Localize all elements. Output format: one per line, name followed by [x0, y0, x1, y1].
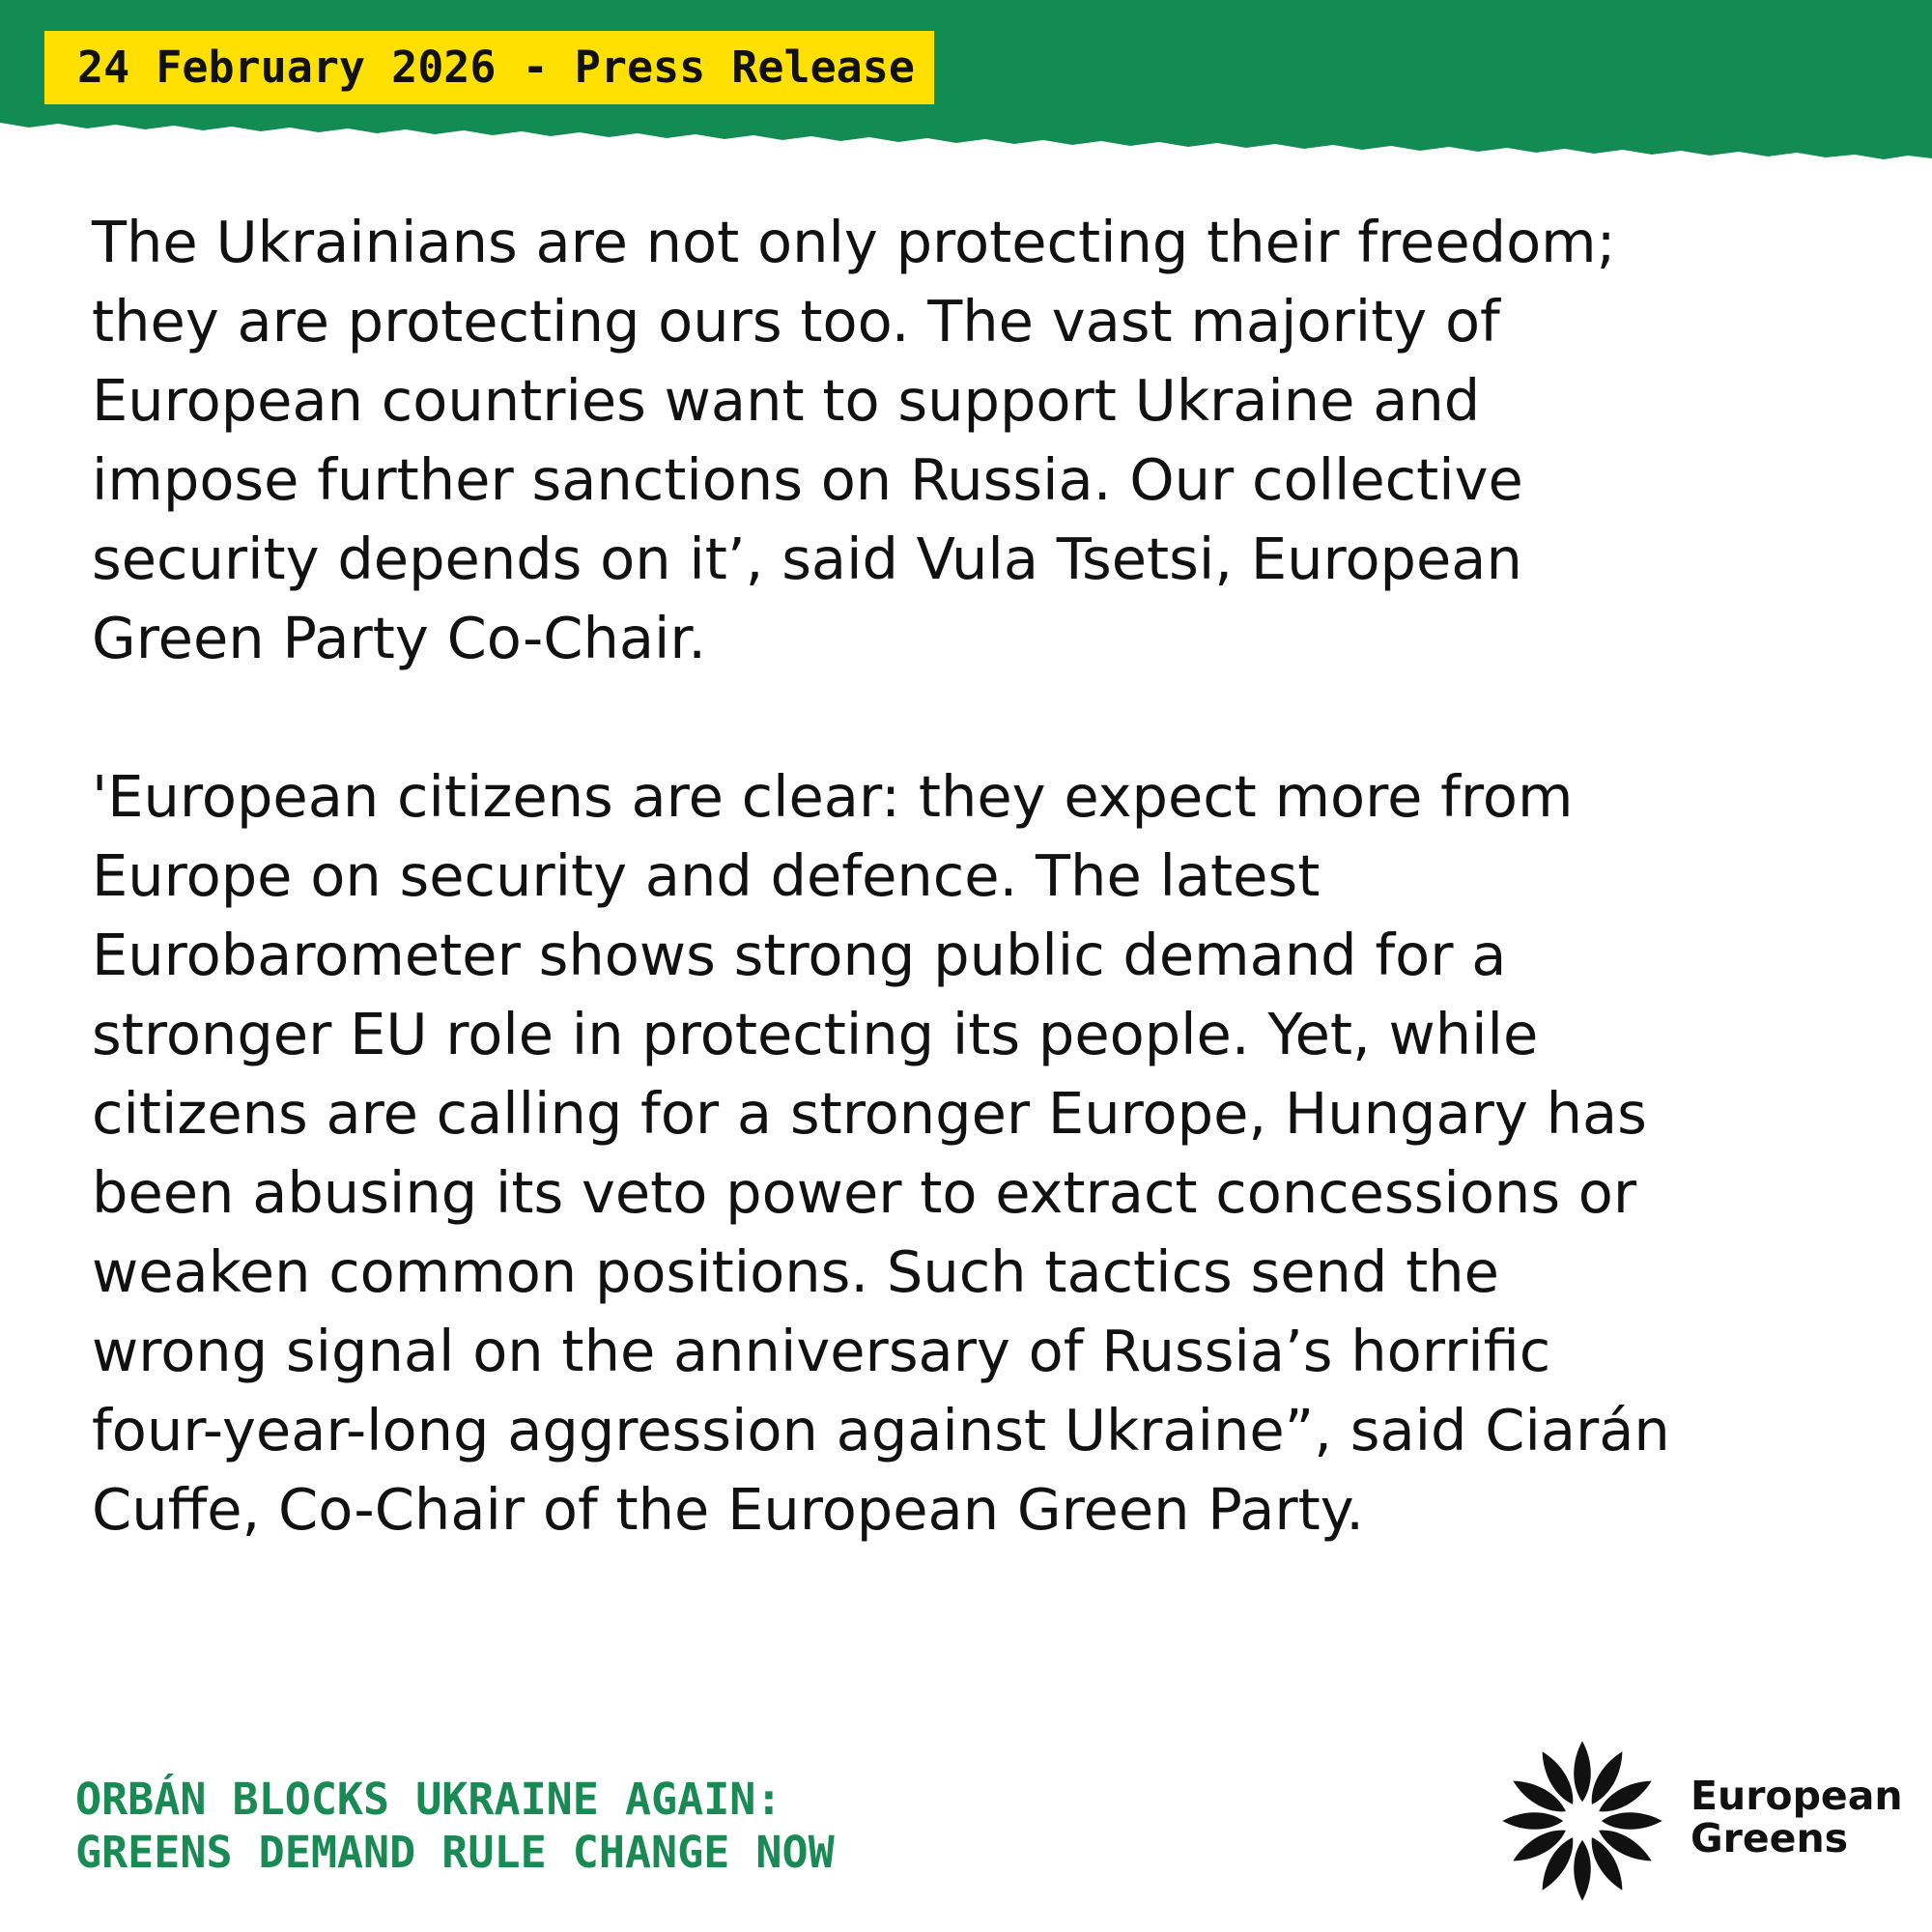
- header-band: [0, 0, 1932, 164]
- date-tag: 24 February 2026 - Press Release: [44, 31, 934, 104]
- quote-paragraph-cuffe: 'European citizens are clear: they expect more from Europe on security and defence. The latest Eurobarometer shows strong public demand for a stronger EU role in protecting its people. Yet, while citizens are calling for a stronger Europe, Hungary has been abusing its veto power to extract concessions or weaken common positions. Such tactics send the wrong signal on the anniversary of Russia’s horrific four-year-long aggression against Ukraine”, said Ciarán Cuffe, Co-Chair of the European Green Party.: [92, 763, 1670, 1543]
- european-greens-logo: [1495, 1734, 1901, 1908]
- logo-line-1: European: [1690, 1773, 1903, 1819]
- headline-line-1: ORBÁN BLOCKS UKRAINE AGAIN:: [75, 1774, 782, 1825]
- european-greens-flower-icon: [1495, 1734, 1669, 1908]
- headline-line-2: GREENS DEMAND RULE CHANGE NOW: [75, 1827, 835, 1878]
- press-release-body: [92, 203, 1889, 1549]
- logo-wordmark: [1690, 1775, 1903, 1860]
- footer-headline: [75, 1773, 835, 1879]
- quote-paragraph-tsetsi: The Ukrainians are not only protecting their freedom; they are protecting ours too. The vast majority of European countries want to support Ukraine and impose further sanctions on Russia. Our collective security depends on it’, said Vula Tsetsi, European Green Party Co-Chair.: [92, 209, 1616, 671]
- logo-line-2: Greens: [1690, 1815, 1849, 1861]
